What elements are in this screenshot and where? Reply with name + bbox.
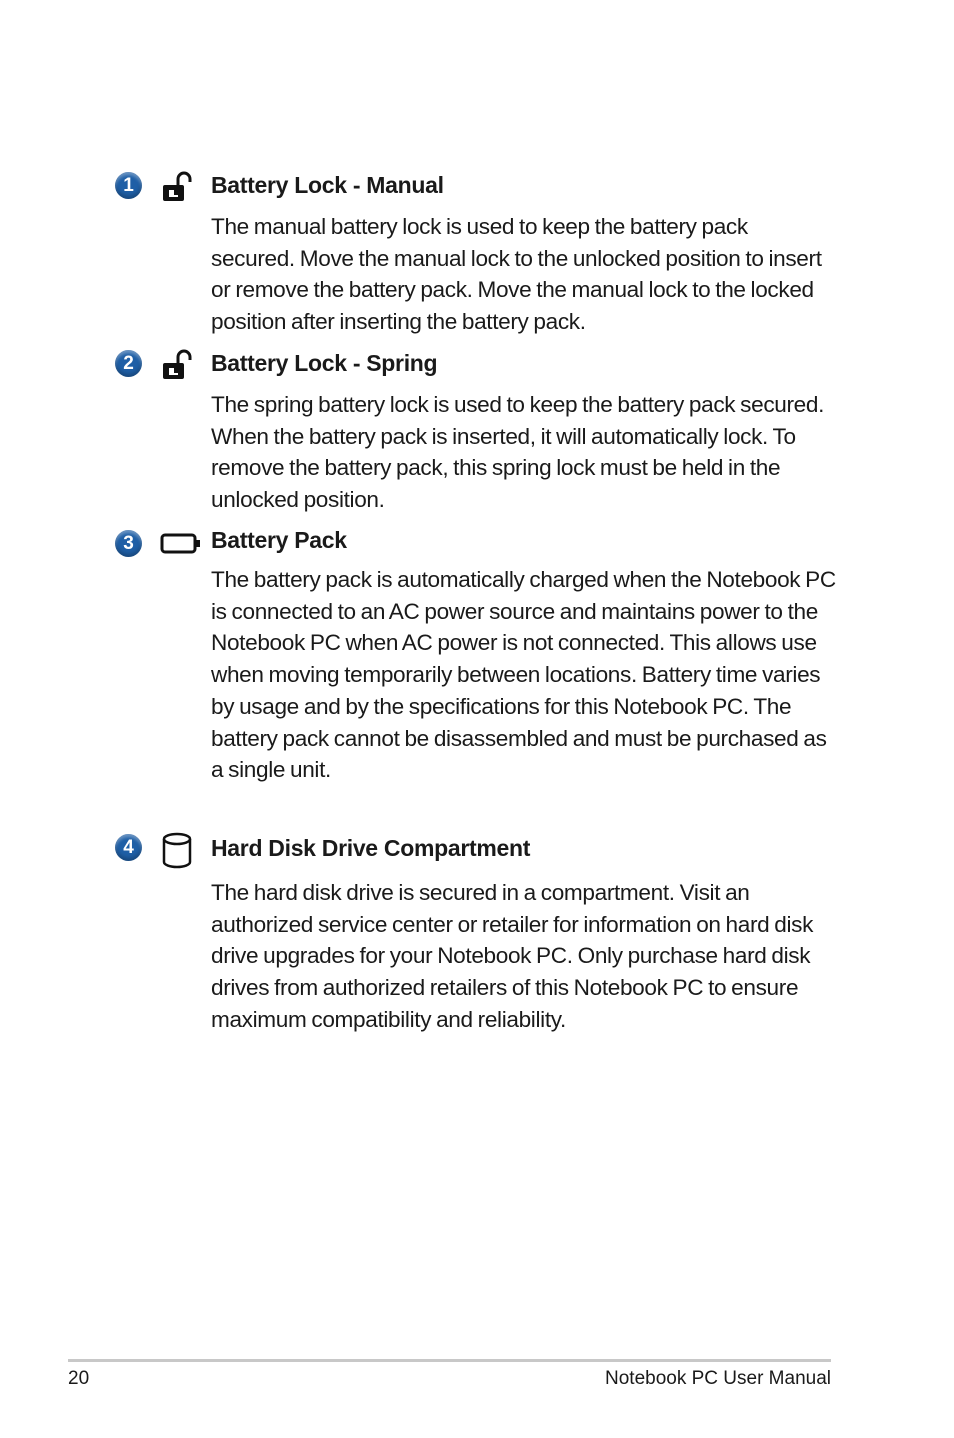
footer-rule [68,1359,831,1362]
callout-number-2: 2 [115,350,142,377]
unlocked-padlock-icon [160,171,194,208]
battery-icon [160,533,202,560]
section-title: Battery Lock - Manual [211,172,444,198]
callout-number-3: 3 [115,530,142,557]
callout-number-1: 1 [115,172,142,199]
callout-number-4: 4 [115,834,142,861]
unlocked-padlock-icon [160,349,194,386]
hard-disk-cylinder-icon [160,832,194,875]
section-title: Battery Lock - Spring [211,350,438,376]
page-number: 20 [68,1368,90,1389]
footer-manual-title: Notebook PC User Manual [605,1368,831,1389]
section-description: The battery pack is automatically charged when the Notebook PC is connected to an AC power source and maintains power to the Notebook PC when AC power is not connected. This allows use when moving temporarily between locations. Battery time varies by usage and by the specifications for this Notebook PC. The battery pack cannot be disassembled and must be purchased as a single unit. [211,567,836,783]
section-title: Battery Pack [211,527,347,553]
section-title: Hard Disk Drive Compartment [211,835,531,861]
section-description: The hard disk drive is secured in a compartment. Visit an authorized service center or retailer for information on hard disk drive upgrades for your Notebook PC. Only purchase hard disk drives from authorized retailers of this Notebook PC to ensure maximum compatibility and reliability. [211,880,814,1032]
section-description: The spring battery lock is used to keep the battery pack secured. When the battery pack is inserted, it will automatically lock. To remove the battery pack, this spring lock must be held in the unlocked position. [211,392,825,513]
section-description: The manual battery lock is used to keep the battery pack secured. Move the manual lock to the unlocked position to insert or remove the battery pack. Move the manual lock to the locked position after inserting the battery pack. [211,214,822,335]
